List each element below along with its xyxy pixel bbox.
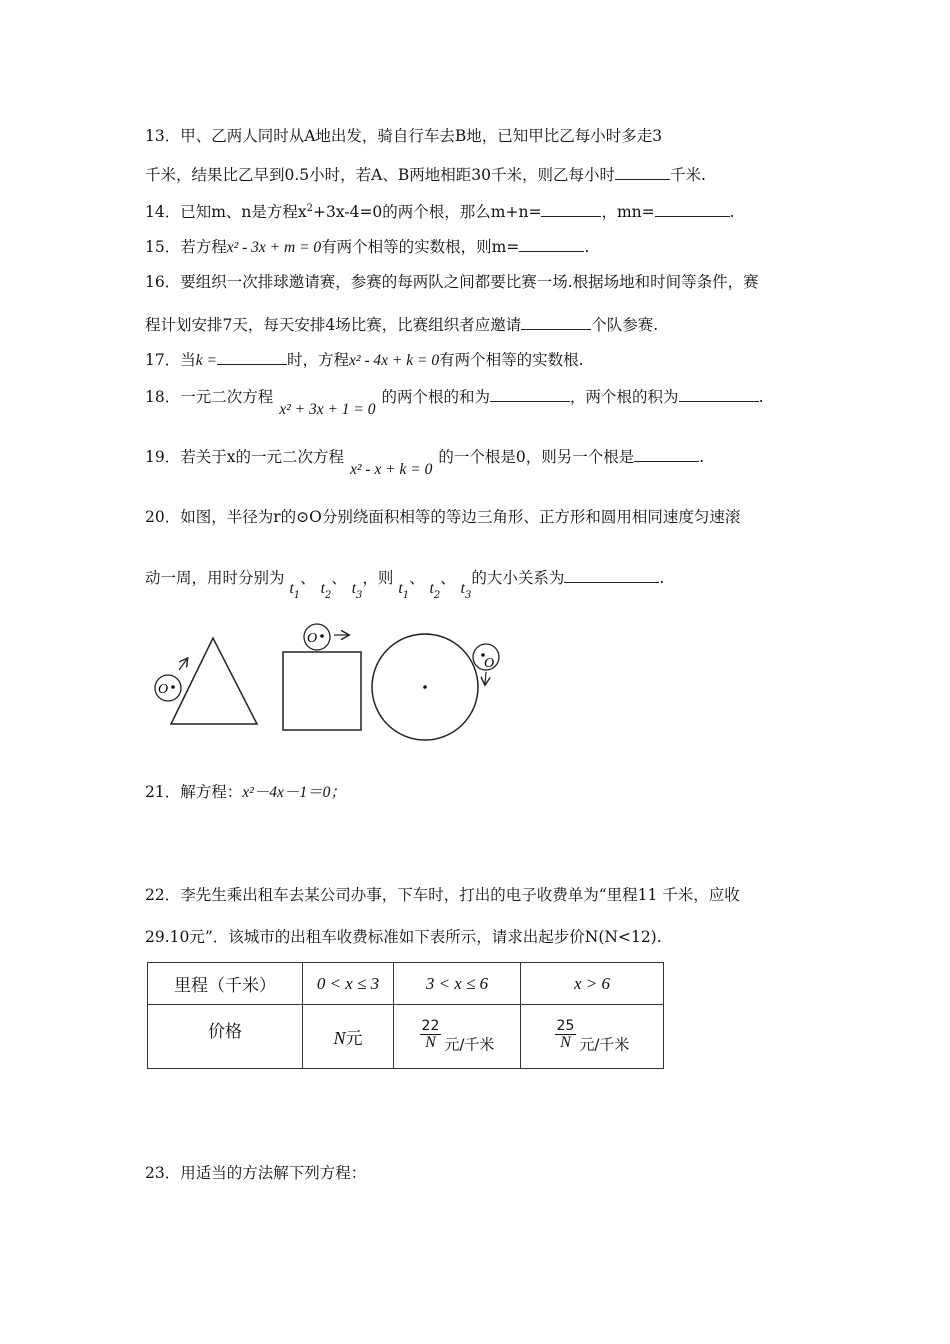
- equation: x² - 4x + k = 0: [348, 352, 440, 369]
- equation: x² - x + k = 0: [349, 461, 433, 478]
- triangle-group: [155, 638, 257, 724]
- circle-center: [481, 653, 485, 657]
- table-header-cell: 0 < x ≤ 3: [303, 963, 394, 1005]
- table-header-cell: x > 6: [521, 963, 664, 1005]
- q21-line: 21．解方程：x²－4x－1＝0；: [145, 783, 346, 801]
- answer-blank[interactable]: [521, 313, 591, 330]
- answer-blank[interactable]: [679, 385, 759, 402]
- circle-center: [171, 685, 175, 689]
- table-header-cell: 里程（千米）: [148, 963, 303, 1005]
- answer-blank[interactable]: [634, 445, 699, 462]
- q19-line: 19．若关于x的一元二次方程x² - x + k = 0的一个根是0，则另一个根是 .: [145, 445, 704, 468]
- q22-line1: 22．李先生乘出租车去某公司办事，下车时，打出的电子收费单为“里程11 千米，应收: [145, 886, 740, 904]
- circle-label: O: [158, 682, 169, 697]
- circle-label: O: [307, 631, 318, 646]
- q13-line2: 千米，结果比乙早到0.5小时，若A、B两地相距30千米，则乙每小时 千米.: [145, 163, 706, 185]
- table-row-label: 价格: [148, 1005, 303, 1069]
- q20-line1: 20．如图，半径为r的⊙O分别绕面积相等的等边三角形、正方形和圆用相同速度匀速滚: [145, 508, 741, 526]
- direction-arrow: [485, 672, 486, 684]
- direction-arrow: [179, 659, 187, 670]
- table-cell: $\frac{25}{N}$ 元/千米: [521, 1005, 664, 1069]
- table-row: [148, 1005, 664, 1069]
- large-circle-center: [423, 685, 427, 689]
- q13-line1: 13．甲、乙两人同时从A地出发，骑自行车去B地，已知甲比乙每小时多走3: [145, 127, 663, 145]
- circle-center: [320, 634, 324, 638]
- answer-blank[interactable]: [541, 200, 601, 217]
- square: [283, 652, 361, 730]
- fare-table: [147, 962, 664, 1069]
- answer-blank[interactable]: [519, 235, 584, 252]
- table-cell: $\frac{22}{N}$ 元/千米: [394, 1005, 521, 1069]
- answer-blank[interactable]: [564, 566, 659, 583]
- q23-line: 23．用适当的方法解下列方程：: [145, 1164, 367, 1182]
- q16-line1: 16．要组织一次排球邀请赛，参赛的每两队之间都要比赛一场.根据场地和时间等条件，赛: [145, 273, 759, 291]
- equation: x² - 3x + m = 0: [226, 239, 322, 256]
- q18-line: 18．一元二次方程x² + 3x + 1 = 0的两个根的和为 ，两个根的积为 .: [145, 385, 764, 408]
- rolling-circle-figure: [145, 615, 515, 745]
- circle-group: [372, 634, 499, 740]
- answer-blank[interactable]: [655, 200, 730, 217]
- circle-label: O: [484, 656, 495, 671]
- fraction: $\frac{22}{N}$: [421, 1018, 440, 1052]
- q20-line2: 动一周，用时分别为 $t_1$、 $t_2$、 $t_3$，则 $t_1$、 $t_2$、 $t_3$的大小关系为 .: [145, 566, 664, 596]
- q17-line: 17．当k = 时，方程x² - 4x + k = 0有两个相等的实数根.: [145, 348, 584, 371]
- fraction: $\frac{25}{N}$: [556, 1018, 575, 1052]
- answer-blank[interactable]: [490, 385, 570, 402]
- square-group: [283, 624, 361, 730]
- q14-line: 14．已知m、n是方程$x^2+3x-4=0$的两个根，那么m+n= ，mn= .: [145, 199, 735, 222]
- equation: x² + 3x + 1 = 0: [279, 401, 376, 418]
- equilateral-triangle: [171, 638, 257, 724]
- answer-blank[interactable]: [217, 348, 287, 365]
- q22-line2: 29.10元”．该城市的出租车收费标准如下表所示，请求出起步价N(N<12).: [145, 928, 662, 946]
- table-header-row: [148, 963, 664, 1005]
- answer-blank[interactable]: [615, 163, 670, 180]
- table-cell: N元: [303, 1005, 394, 1069]
- q15-line: 15．若方程x² - 3x + m = 0有两个相等的实数根，则m= .: [145, 235, 589, 258]
- q16-line2: 程计划安排7天，每天安排4场比赛，比赛组织者应邀请 个队参赛.: [145, 313, 658, 335]
- table-header-cell: 3 < x ≤ 6: [394, 963, 521, 1005]
- equation: x²－4x－1＝0；: [242, 784, 346, 801]
